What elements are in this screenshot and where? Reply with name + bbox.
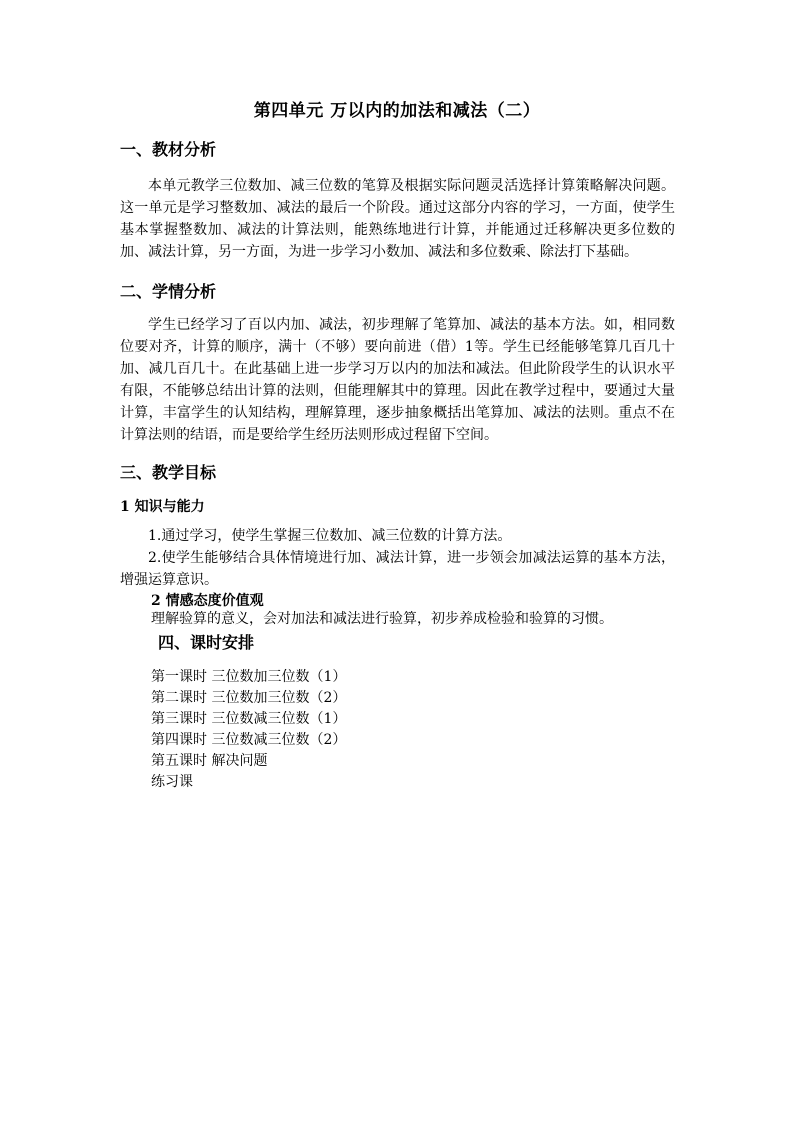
list-item: 第四课时 三位数减三位数（2） xyxy=(151,732,347,748)
goal-item-2: 2.使学生能够结合具体情境进行加、减法计算，进一步领会加减法运算的基本方法，增强运算意识。 xyxy=(120,550,675,588)
lesson-schedule-list xyxy=(151,667,451,793)
document-title: 第四单元 万以内的加法和减法（二） xyxy=(253,101,541,121)
section-heading-teaching-goals: 三、教学目标 xyxy=(120,463,217,482)
goal-item-1: 1.通过学习，使学生掌握三位数加、减三位数的计算方法。 xyxy=(148,528,512,544)
list-item: 第五课时 解决问题 xyxy=(151,753,268,769)
student-analysis-paragraph: 学生已经学习了百以内加、减法，初步理解了笔算加、减法的基本方法。如，相同数位要对齐，计算的顺序，满十（不够）要向前进（借）1等。学生已经能够笔算几百几十加、减几百几十。在此基础上进一步学习万以内的加法和减法。但此阶段学生的认识水平有限，不能够总结出计算的法则，但能理解其中的算理。因此在教学过程中，要通过大量计算，丰富学生的认知结构，理解算理，逐步抽象概括出笔算加、减法的法则。重点不在计算法则的结语，而是要给学生经历法则形成过程留下空间。 xyxy=(120,317,675,443)
section-heading-lesson-schedule: 四、课时安排 xyxy=(158,633,255,652)
list-item: 第二课时 三位数加三位数（2） xyxy=(151,690,347,706)
emotion-values-text: 理解验算的意义，会对加法和减法进行验算，初步养成检验和验算的习惯。 xyxy=(151,611,613,627)
section-heading-textbook-analysis: 一、教材分析 xyxy=(120,140,217,159)
list-item: 第三课时 三位数减三位数（1） xyxy=(151,711,347,727)
textbook-analysis-paragraph: 本单元教学三位数加、减三位数的笔算及根据实际问题灵活选择计算策略解决问题。这一单元是学习整数加、减法的最后一个阶段。通过这部分内容的学习，一方面，使学生基本掌握整数加、减法的计算法则，能熟练地进行计算，并能通过迁移解决更多位数的加、减法计算，另一方面，为进一步学习小数加、减法和多位数乘、除法打下基础。 xyxy=(120,178,675,260)
list-item: 练习课 xyxy=(151,774,193,790)
list-item: 第一课时 三位数加三位数（1） xyxy=(151,669,347,685)
subheading-emotion-values: 2 情感态度价值观 xyxy=(151,593,264,609)
subheading-knowledge-ability: 1 知识与能力 xyxy=(120,499,205,515)
section-heading-student-analysis: 二、学情分析 xyxy=(120,282,217,301)
